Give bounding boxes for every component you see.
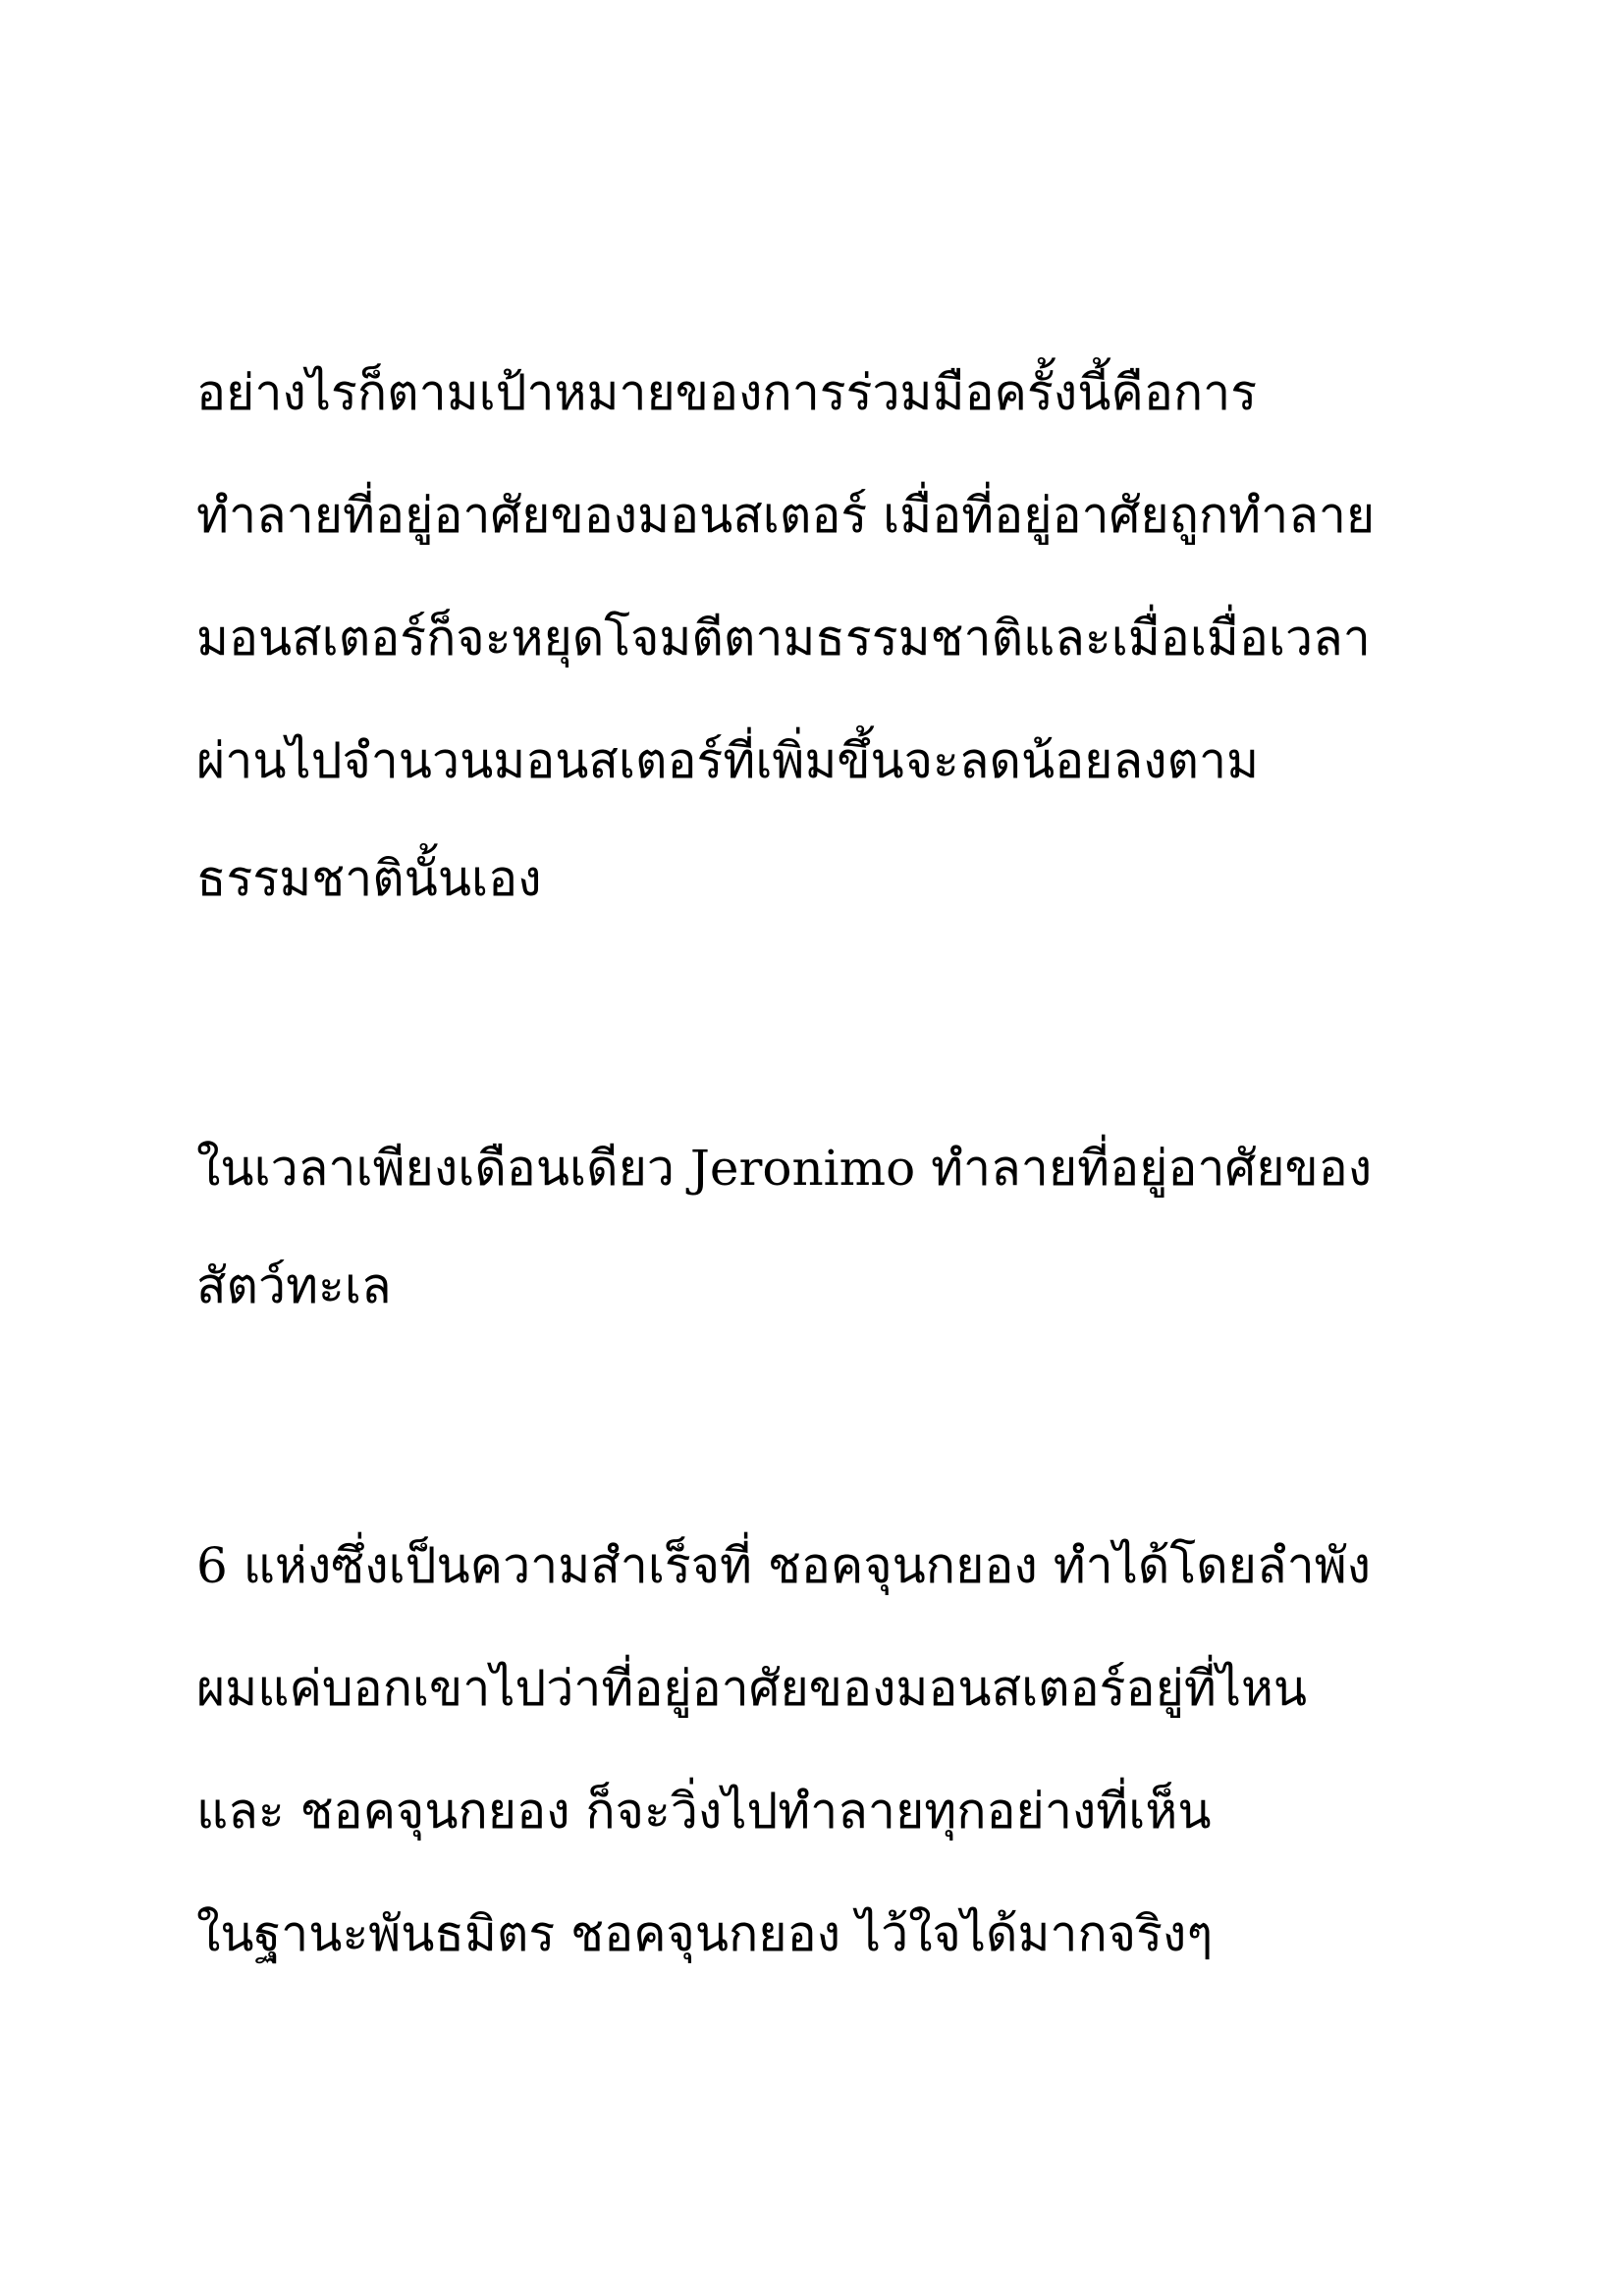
text-line: มอนสเตอร์ก็จะหยุดโจมตีตามธรรมชาติและเมื่อเมื่อเวลา xyxy=(196,610,1371,667)
text-line: 6 แห่งซึ่งเป็นความสำเร็จที่ ชอคจุนกยอง ทำได้โดยลำพัง xyxy=(196,1537,1372,1594)
text-line: ผมแค่บอกเขาไปว่าที่อยู่อาศัยของมอนสเตอร์อยู่ที่ไหน xyxy=(196,1660,1308,1717)
text-line: ทำลายที่อยู่อาศัยของมอนสเตอร์ เมื่อที่อยู่อาศัยถูกทำลาย xyxy=(196,487,1376,544)
text-line: ในฐานะพันธมิตร ชอคจุนกยอง ไว้ใจได้มากจริงๆ xyxy=(196,1905,1214,1962)
text-line: และ ชอคจุนกยอง ก็จะวิ่งไปทำลายทุกอย่างที่เห็น xyxy=(196,1783,1212,1840)
text-line: ผ่านไปจำนวนมอนสเตอร์ที่เพิ่มขึ้นจะลดน้อยลงตาม xyxy=(196,732,1260,789)
text-line: ธรรมชาตินั้นเอง xyxy=(196,850,542,907)
text-line: อย่างไรก็ตามเป้าหมายของการร่วมมือครั้งนี้คือการ xyxy=(196,364,1258,421)
text-line: ในเวลาเพียงเดือนเดียว Jeronimo ทำลายที่อยู่อาศัยของ xyxy=(196,1140,1373,1197)
text-line: สัตว์ทะเล xyxy=(196,1257,392,1314)
